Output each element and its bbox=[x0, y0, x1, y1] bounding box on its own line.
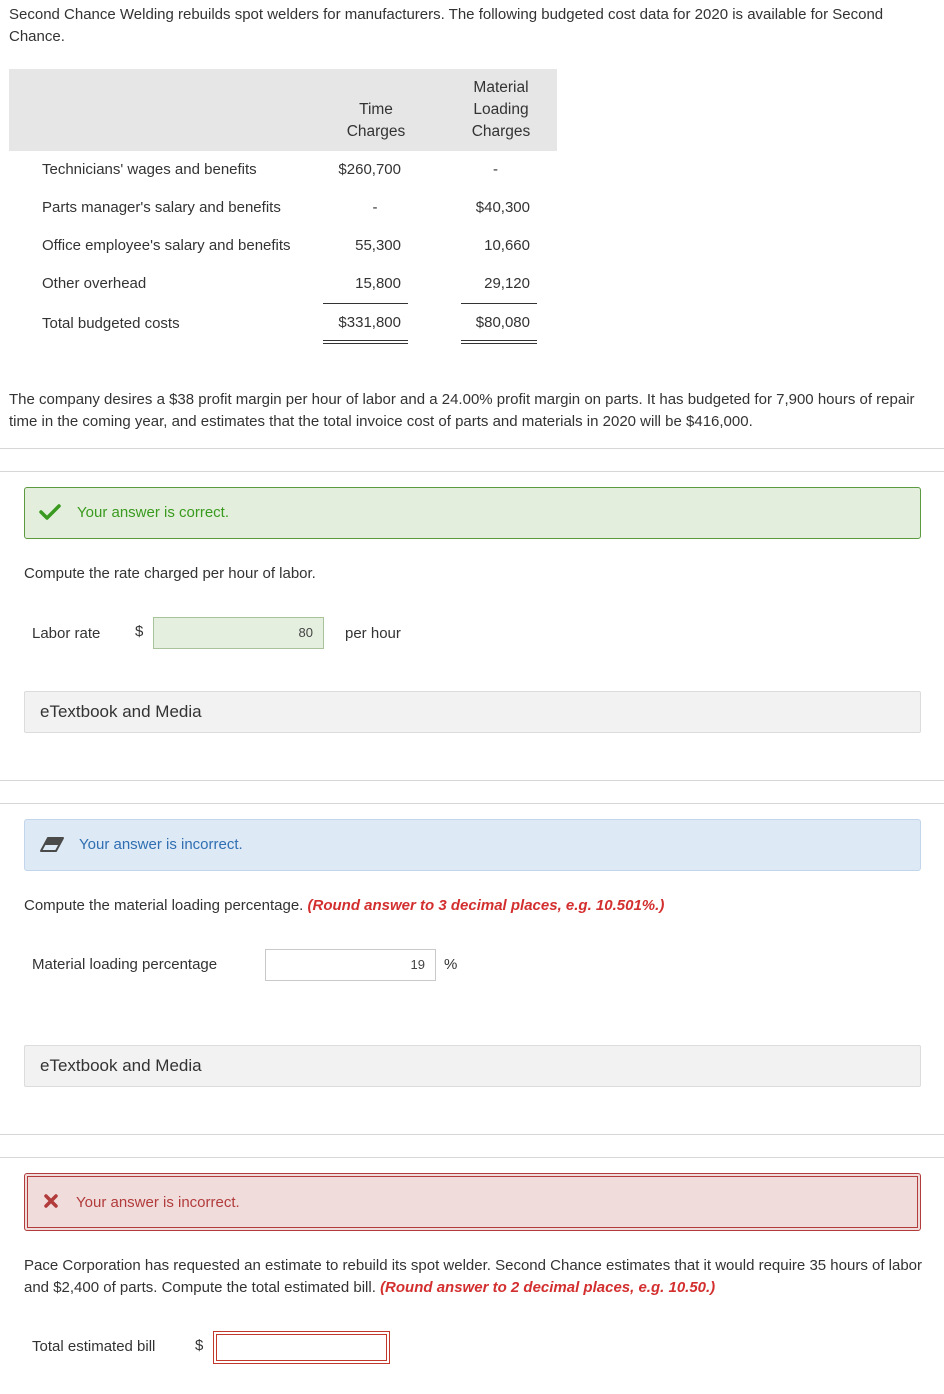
row-label: Total budgeted costs bbox=[42, 315, 180, 332]
time-value: 55,300 bbox=[355, 237, 401, 254]
currency-symbol: $ bbox=[135, 623, 144, 640]
labor-rate-label: Labor rate bbox=[32, 625, 101, 642]
rounding-hint: (Round answer to 2 decimal places, e.g. 10.50.) bbox=[380, 1279, 716, 1296]
row-label: Other overhead bbox=[42, 275, 147, 292]
total-bill-input[interactable] bbox=[213, 1331, 390, 1364]
material-loading-input[interactable]: 19 bbox=[265, 949, 436, 981]
labor-rate-input[interactable]: 80 bbox=[153, 617, 324, 649]
checkmark-icon bbox=[39, 503, 61, 521]
question-2 bbox=[24, 895, 664, 917]
unit-label: per hour bbox=[345, 625, 401, 642]
incorrect-message: Your answer is incorrect. bbox=[76, 1194, 240, 1211]
divider bbox=[0, 780, 944, 781]
material-value: 10,660 bbox=[484, 237, 530, 254]
material-value: 29,120 bbox=[484, 275, 530, 292]
material-total: $80,080 bbox=[475, 314, 530, 331]
incorrect-message: Your answer is incorrect. bbox=[79, 836, 243, 853]
time-value: - bbox=[372, 199, 378, 216]
header-time-charges: Time Charges bbox=[346, 101, 406, 140]
total-double-rule-material bbox=[461, 340, 537, 344]
total-bill-label: Total estimated bill bbox=[32, 1338, 156, 1355]
etextbook-media-label: eTextbook and Media bbox=[40, 702, 202, 721]
subtotal-rule-material bbox=[461, 303, 537, 304]
question-1: Compute the rate charged per hour of labor. bbox=[24, 565, 316, 582]
question-text: Pace Corporation has requested an estimate to rebuild its spot welder. Second Chance estimates that it would require 35 hours of labor and $2,400 of parts. Compute the total estimated bill. bbox=[24, 1257, 923, 1296]
etextbook-media-panel[interactable] bbox=[24, 691, 921, 733]
question-3 bbox=[24, 1255, 924, 1299]
rounding-hint: (Round answer to 3 decimal places, e.g. 10.501%.) bbox=[307, 897, 665, 914]
eraser-icon bbox=[39, 836, 65, 854]
question-text: Compute the material loading percentage. bbox=[24, 897, 304, 914]
x-icon bbox=[44, 1194, 58, 1208]
divider bbox=[0, 448, 944, 449]
material-value: - bbox=[493, 161, 498, 178]
material-value: $40,300 bbox=[475, 199, 530, 216]
total-double-rule-time bbox=[323, 340, 408, 344]
incorrect-banner bbox=[24, 1173, 921, 1231]
etextbook-media-panel[interactable] bbox=[24, 1045, 921, 1087]
divider bbox=[0, 1134, 944, 1135]
time-value: $260,700 bbox=[338, 161, 401, 178]
subtotal-rule-time bbox=[323, 303, 408, 304]
etextbook-media-label: eTextbook and Media bbox=[40, 1056, 202, 1075]
time-value: 15,800 bbox=[355, 275, 401, 292]
correct-message: Your answer is correct. bbox=[77, 504, 230, 521]
time-total: $331,800 bbox=[338, 314, 401, 331]
scenario-text: The company desires a $38 profit margin per hour of labor and a 24.00% profit margin on parts. It has budgeted for 7,900 hours of repair time in the coming year, and estimates that the total invoice cost of parts and materials in 2020 will be $416,000. bbox=[9, 391, 915, 430]
currency-symbol: $ bbox=[195, 1337, 204, 1354]
divider bbox=[0, 1157, 944, 1158]
incorrect-banner bbox=[24, 819, 921, 871]
percent-unit: % bbox=[444, 956, 458, 973]
row-label: Office employee's salary and benefits bbox=[42, 237, 291, 254]
divider bbox=[0, 471, 944, 472]
divider bbox=[0, 803, 944, 804]
correct-banner bbox=[24, 487, 921, 539]
row-label: Parts manager's salary and benefits bbox=[42, 199, 281, 216]
row-label: Technicians' wages and benefits bbox=[42, 161, 257, 178]
table-header bbox=[9, 69, 557, 151]
material-loading-label: Material loading percentage bbox=[32, 956, 218, 973]
header-material-loading-charges: Material Loading Charges bbox=[471, 79, 531, 140]
intro-text: Second Chance Welding rebuilds spot welders for manufacturers. The following budgeted cost data for 2020 is available for Second Chance. bbox=[9, 6, 884, 45]
